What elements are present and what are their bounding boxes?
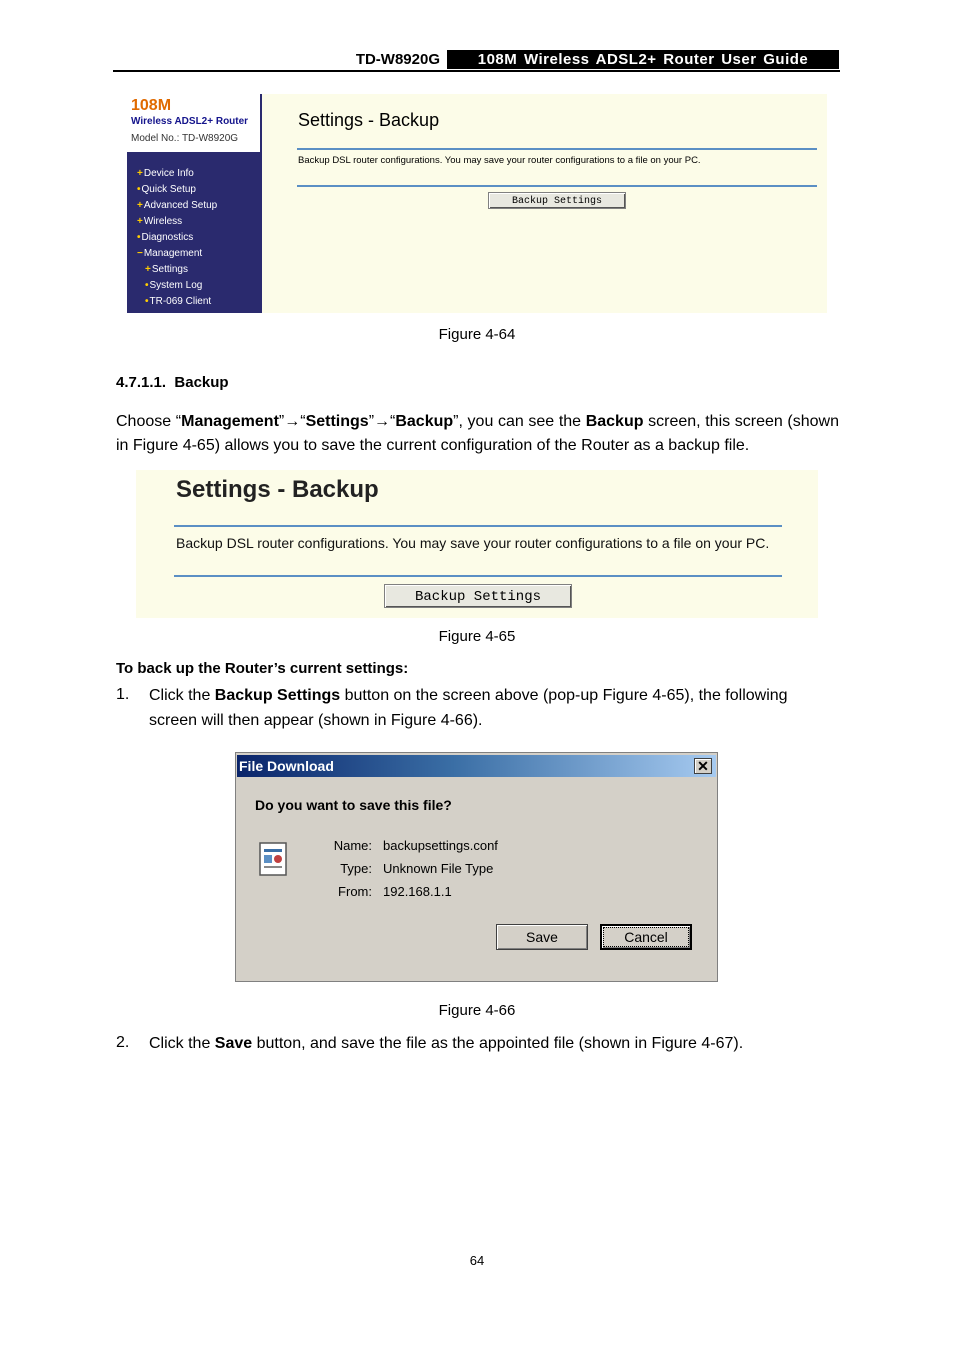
bullet-icon: •	[145, 280, 149, 291]
type-label: Type:	[340, 861, 372, 876]
plus-icon: +	[137, 200, 143, 211]
router-brand-box	[127, 94, 262, 152]
router-sidebar	[127, 94, 262, 313]
step-1-text: Click the Backup Settings button on the screen above (pop-up Figure 4-65), the following screen will then appear (shown in Figure 4-66).	[149, 687, 788, 729]
type-value: Unknown File Type	[383, 861, 494, 876]
divider	[297, 148, 817, 150]
figure-caption: Figure 4-64	[438, 326, 516, 343]
figure-4-64-screenshot	[127, 94, 827, 313]
divider	[174, 525, 782, 527]
plus-icon: +	[145, 264, 151, 275]
minus-icon: −	[137, 248, 143, 259]
save-button[interactable]: Save	[496, 924, 588, 950]
model-number	[131, 133, 238, 144]
from-value: 192.168.1.1	[383, 884, 452, 899]
divider	[174, 575, 782, 577]
menu-system-log[interactable]: •System Log	[145, 280, 203, 291]
backup-settings-button[interactable]: Backup Settings	[384, 584, 572, 608]
step-2-text: Click the Save button, and save the file as the appointed file (shown in Figure 4-67).	[149, 1035, 744, 1052]
page-number: 64	[469, 1253, 485, 1268]
menu-advanced-setup[interactable]: +Advanced Setup	[137, 200, 218, 211]
backup-settings-button[interactable]: Backup Settings	[488, 192, 626, 209]
header-rule	[113, 70, 840, 72]
figure-caption: Figure 4-65	[438, 628, 516, 645]
header-guide-title: 108M Wireless ADSL2+ Router User Guide	[447, 50, 839, 69]
section-heading: 4.7.1.1. Backup	[116, 374, 229, 391]
plus-icon: +	[137, 168, 143, 179]
menu-quick-setup[interactable]: •Quick Setup	[137, 184, 196, 195]
menu-device-info[interactable]: +Device Info	[137, 168, 194, 179]
plus-icon: +	[137, 216, 143, 227]
page-title: Settings - Backup	[298, 110, 440, 130]
cancel-button[interactable]: Cancel	[600, 924, 692, 950]
page-title: Settings - Backup	[176, 476, 379, 503]
bullet-icon: •	[137, 184, 141, 195]
bullet-icon: •	[137, 232, 141, 243]
brand-line: Wireless ADSL2+ Router	[131, 116, 249, 127]
close-icon[interactable]: ✕	[694, 758, 712, 774]
from-label: From:	[338, 884, 372, 899]
divider	[297, 185, 817, 187]
figure-caption: Figure 4-66	[438, 1002, 516, 1019]
model-label: Model No.:	[131, 133, 182, 144]
menu-diagnostics[interactable]: •Diagnostics	[137, 232, 194, 243]
step-number: 1.	[116, 686, 130, 703]
file-download-dialog	[235, 752, 718, 982]
name-value: backupsettings.conf	[383, 838, 498, 853]
step-number: 2.	[116, 1034, 130, 1051]
header-model: TD-W8920G	[355, 51, 440, 68]
page-description: Backup DSL router configurations. You may save your router configurations to a file on your PC.	[176, 535, 770, 551]
dialog-titlebar	[237, 755, 716, 777]
page-description: Backup DSL router configurations. You may save your router configurations to a file on your PC.	[298, 155, 701, 166]
menu-management[interactable]: −Management	[137, 248, 203, 259]
dialog-question: Do you want to save this file?	[255, 797, 452, 813]
menu-wireless[interactable]: +Wireless	[137, 216, 183, 227]
menu-tr069-client[interactable]: •TR-069 Client	[145, 296, 212, 307]
intro-paragraph: Choose “Management”→“Settings”→“Backup”, you can see the Backup screen, this screen (shown in Figure 4-65) allows you to save the current configuration of the Router as a backup file.	[116, 413, 839, 454]
dialog-title: File Download	[239, 758, 334, 774]
model-value: TD-W8920G	[181, 133, 239, 144]
brand-108m: 108M	[131, 97, 172, 114]
menu-settings[interactable]: +Settings	[145, 264, 188, 275]
figure-4-65-screenshot	[136, 470, 818, 618]
bullet-icon: •	[145, 296, 149, 307]
name-label: Name:	[333, 838, 372, 853]
steps-heading: To back up the Router’s current settings:	[116, 660, 409, 677]
